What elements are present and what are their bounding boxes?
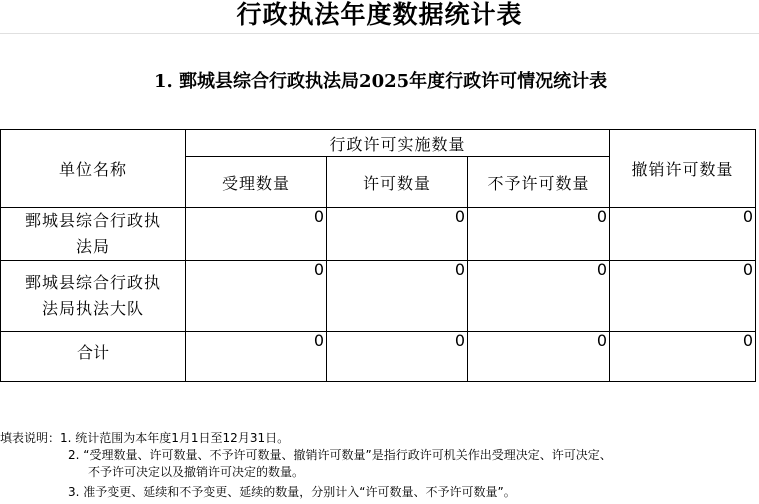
note-item-2-continued: 不予许可决定以及撤销许可决定的数量。 xyxy=(88,465,305,479)
total-deny-cell: 0 xyxy=(468,332,610,382)
total-accept-cell: 0 xyxy=(186,332,327,382)
unit-name-cell xyxy=(1,261,186,332)
deny-cell: 0 xyxy=(468,261,610,332)
revoke-cell: 0 xyxy=(610,261,756,332)
total-permit-cell: 0 xyxy=(327,332,468,382)
total-row xyxy=(1,332,756,382)
header-permit-group: 行政许可实施数量 xyxy=(186,130,610,157)
note-item-3: 3. 准予变更、延续和不予变更、延续的数量，分别计入“许可数量、不予许可数量”。 xyxy=(68,485,516,499)
unit-name-line1: 鄄城县综合行政执 xyxy=(24,273,161,292)
table-row xyxy=(1,261,756,332)
header-revoke-count: 撤销许可数量 xyxy=(610,130,756,208)
page-title: 行政执法年度数据统计表 xyxy=(236,0,523,29)
header-deny-count: 不予许可数量 xyxy=(468,157,610,208)
accept-cell: 0 xyxy=(186,208,327,261)
unit-name-cell xyxy=(1,208,186,261)
note-item-1 xyxy=(0,430,612,447)
total-label: 合计 xyxy=(1,332,186,382)
unit-name-line1: 鄄城县综合行政执 xyxy=(24,211,161,230)
unit-name-line2: 法局执法大队 xyxy=(41,299,144,318)
filling-instructions xyxy=(0,430,612,501)
table-row xyxy=(1,208,756,261)
permit-cell: 0 xyxy=(327,208,468,261)
note-item-2: 2. “受理数量、许可数量、不予许可数量、撤销许可数量”是指行政许可机关作出受理决定、许可决定、 xyxy=(68,448,612,462)
table-subtitle: 1. 鄄城县综合行政执法局2025年度行政许可情况统计表 xyxy=(154,71,608,92)
header-row xyxy=(1,130,756,157)
statistics-table xyxy=(0,129,756,382)
header-unit-name: 单位名称 xyxy=(1,130,186,208)
note-text-1: 1. 统计范围为本年度1月1日至12月31日。 xyxy=(60,431,290,445)
accept-cell: 0 xyxy=(186,261,327,332)
notes-label: 填表说明： xyxy=(0,431,61,445)
revoke-cell: 0 xyxy=(610,208,756,261)
header-permit-count: 许可数量 xyxy=(327,157,468,208)
title-divider xyxy=(0,33,759,34)
deny-cell: 0 xyxy=(468,208,610,261)
permit-cell: 0 xyxy=(327,261,468,332)
total-revoke-cell: 0 xyxy=(610,332,756,382)
header-accept-count: 受理数量 xyxy=(186,157,327,208)
unit-name-line2: 法局 xyxy=(75,237,110,256)
